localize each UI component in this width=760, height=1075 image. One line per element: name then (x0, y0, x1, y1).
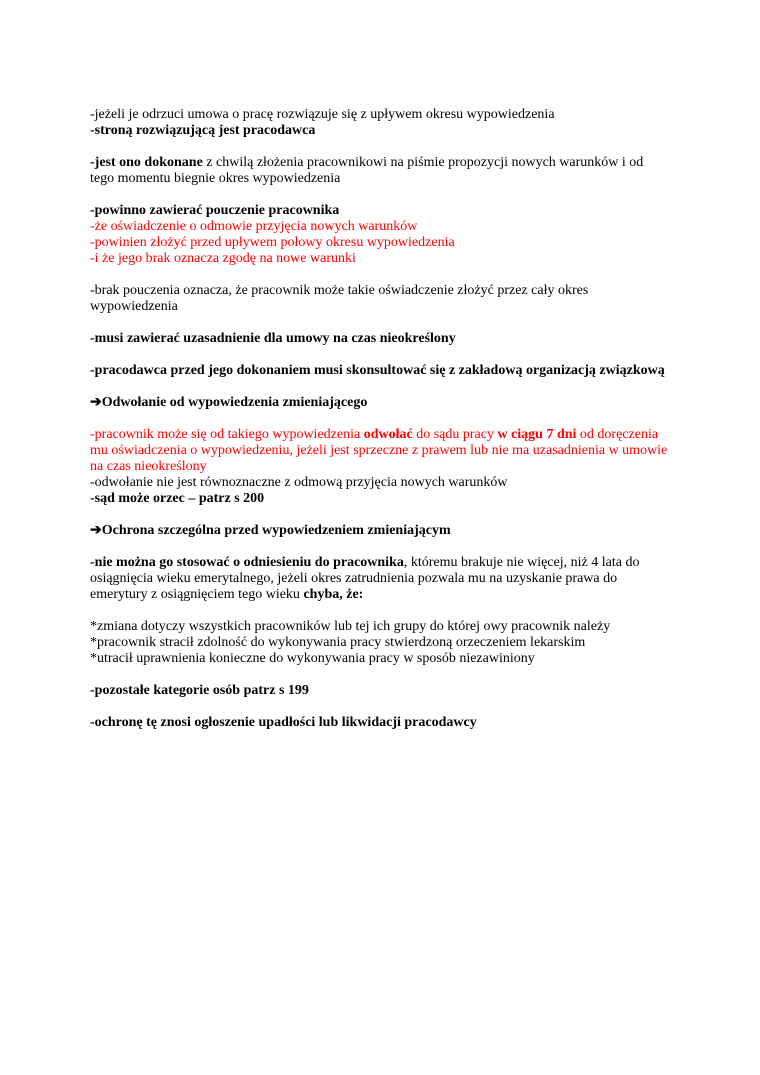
highlighted-text: -i że jego brak oznacza zgodę na nowe warunki (90, 251, 356, 266)
highlighted-text: w ciągu 7 dni (497, 427, 577, 442)
blank-line (90, 139, 730, 155)
bold-text: -nie można go stosować o odniesieniu do pracownika (90, 555, 404, 570)
text-line (90, 331, 730, 347)
text-line (90, 427, 730, 443)
paragraph (90, 107, 730, 139)
text-line (90, 283, 730, 299)
blank-line (90, 411, 730, 427)
bold-text: -stroną rozwiązującą jest pracodawca (90, 123, 316, 138)
blank-line (90, 347, 730, 363)
text-line (90, 475, 730, 491)
text-segment: *pracownik stracił zdolność do wykonywania pracy stwierdzoną orzeczeniem lekarskim (90, 635, 586, 650)
bold-text: -ochronę tę znosi ogłoszenie upadłości lub likwidacji pracodawcy (90, 715, 477, 730)
text-line (90, 155, 730, 171)
text-segment: -jeżeli je odrzuci umowa o pracę rozwiązuje się z upływem okresu wypowiedzenia (90, 107, 555, 122)
text-line (90, 635, 730, 651)
paragraph (90, 363, 730, 379)
text-line (90, 619, 730, 635)
text-segment: -odwołanie nie jest równoznaczne z odmową przyjęcia nowych warunków (90, 475, 508, 490)
blank-line (90, 379, 730, 395)
highlighted-text: mu oświadczenia o wypowiedzeniu, jeżeli jest sprzeczne z prawem lub nie ma uzasadnienia w umowie (90, 443, 668, 458)
blank-line (90, 315, 730, 331)
highlighted-text: -że oświadczenie o odmowie przyjęcia nowych warunków (90, 219, 418, 234)
text-segment: , któremu brakuje nie więcej, niż 4 lata do (403, 555, 640, 570)
text-line (90, 555, 730, 571)
text-segment: osiągnięcia wieku emerytalnego, jeżeli okres zatrudnienia pozwala mu na uzyskanie prawa do (90, 571, 618, 586)
blank-line (90, 507, 730, 523)
document-page (90, 107, 730, 731)
text-segment: tego momentu biegnie okres wypowiedzenia (90, 171, 341, 186)
highlighted-text: do sądu pracy (412, 427, 498, 442)
bold-text: ➔Odwołanie od wypowiedzenia zmieniającego (90, 395, 368, 410)
paragraph (90, 619, 730, 667)
paragraph (90, 683, 730, 699)
text-line (90, 715, 730, 731)
highlighted-text: odwołać (363, 427, 413, 442)
highlighted-text: -pracownik może się od takiego wypowiedzenia (90, 427, 364, 442)
text-line (90, 443, 730, 459)
blank-line (90, 667, 730, 683)
text-line (90, 171, 730, 187)
blank-line (90, 187, 730, 203)
text-line (90, 299, 730, 315)
paragraph (90, 427, 730, 507)
highlighted-text: od doręczenia (576, 427, 659, 442)
text-line (90, 363, 730, 379)
text-line (90, 251, 730, 267)
bold-text: -sąd może orzec – patrz s 200 (90, 491, 265, 506)
text-segment: *utracił uprawnienia konieczne do wykonywania pracy w sposób niezawiniony (90, 651, 535, 666)
text-line (90, 459, 730, 475)
paragraph (90, 155, 730, 187)
bold-text: chyba, że: (303, 587, 364, 602)
highlighted-text: -powinien złożyć przed upływem połowy okresu wypowiedzenia (90, 235, 455, 250)
text-line (90, 203, 730, 219)
text-line (90, 651, 730, 667)
text-line (90, 491, 730, 507)
bold-text: -pracodawca przed jego dokonaniem musi skonsultować się z zakładową organizacją związkową (90, 363, 665, 378)
text-segment: wypowiedzenia (90, 299, 178, 314)
blank-line (90, 267, 730, 283)
bold-text: -musi zawierać uzasadnienie dla umowy na czas nieokreślony (90, 331, 456, 346)
text-segment: -brak pouczenia oznacza, że pracownik może takie oświadczenie złożyć przez cały okres (90, 283, 589, 298)
text-line (90, 523, 730, 539)
text-line (90, 123, 730, 139)
paragraph (90, 395, 730, 411)
bold-text: -pozostałe kategorie osób patrz s 199 (90, 683, 309, 698)
paragraph (90, 715, 730, 731)
text-line (90, 683, 730, 699)
text-line (90, 107, 730, 123)
paragraph (90, 203, 730, 267)
text-line (90, 571, 730, 587)
bold-text: -jest ono dokonane (90, 155, 203, 170)
text-segment: z chwilą złożenia pracownikowi na piśmie propozycji nowych warunków i od (202, 155, 644, 170)
highlighted-text: na czas nieokreślony (90, 459, 207, 474)
text-line (90, 587, 730, 603)
blank-line (90, 539, 730, 555)
paragraph (90, 523, 730, 539)
bold-text: ➔Ochrona szczególna przed wypowiedzeniem zmieniającym (90, 523, 451, 538)
bold-text: -powinno zawierać pouczenie pracownika (90, 203, 340, 218)
paragraph (90, 283, 730, 315)
text-line (90, 395, 730, 411)
text-segment: *zmiana dotyczy wszystkich pracowników lub tej ich grupy do której owy pracownik należy (90, 619, 611, 634)
text-line (90, 219, 730, 235)
blank-line (90, 699, 730, 715)
paragraph (90, 331, 730, 347)
paragraph (90, 555, 730, 603)
text-line (90, 235, 730, 251)
blank-line (90, 603, 730, 619)
text-segment: emerytury z osiągnięciem tego wieku (90, 587, 304, 602)
